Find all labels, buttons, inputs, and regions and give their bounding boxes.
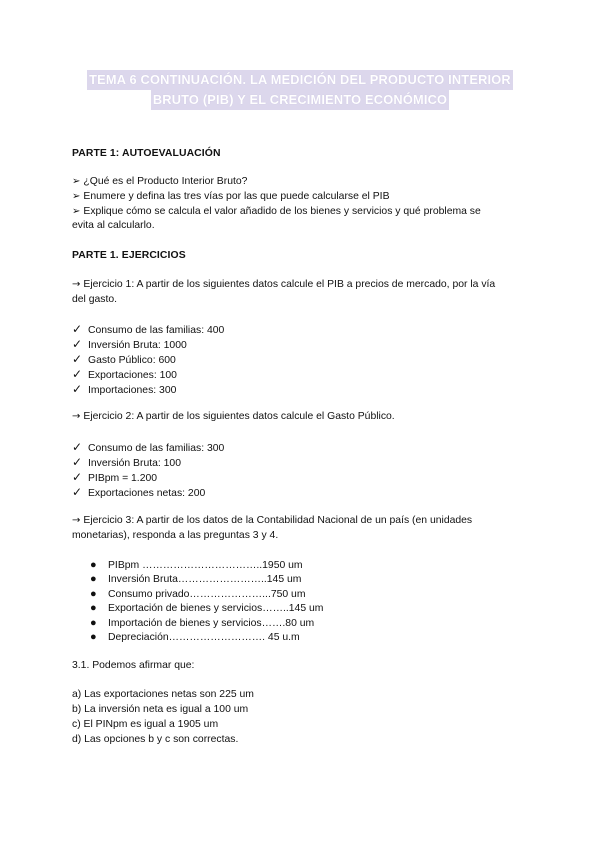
check-icon: ✓ xyxy=(72,367,83,381)
list-item xyxy=(72,382,176,398)
arrowhead-bullet-icon: ➢ xyxy=(72,176,81,187)
check-icon: ✓ xyxy=(72,337,83,351)
check-icon: ✓ xyxy=(72,352,83,366)
list-item xyxy=(72,175,247,189)
list-item xyxy=(72,455,181,471)
exercise-3-statement-continuation: monetarias), responda a las preguntas 3 y 4. xyxy=(72,530,279,541)
check-icon: ✓ xyxy=(72,470,83,484)
title-line-2: BRUTO (PIB) Y EL CRECIMIENTO ECONÓMICO xyxy=(151,90,449,110)
list-item xyxy=(90,616,314,631)
data-item: Gasto Público: 600 xyxy=(88,355,176,366)
bullet-dot-icon: ● xyxy=(90,559,97,571)
bullet-dot-icon: ● xyxy=(90,602,97,614)
bullet-dot-icon: ● xyxy=(90,617,97,629)
list-item xyxy=(90,587,306,602)
check-icon: ✓ xyxy=(72,382,83,396)
question-text-continuation: evita al calcularlo. xyxy=(72,220,155,231)
list-item xyxy=(72,205,481,219)
answer-option: b) La inversión neta es igual a 100 um xyxy=(72,704,249,715)
data-item: Consumo privado…………………...750 um xyxy=(108,589,306,600)
exercise-text: Ejercicio 2: A partir de los siguientes datos calcule el Gasto Público. xyxy=(83,411,395,422)
list-item xyxy=(90,558,303,573)
exercise-text: Ejercicio 1: A partir de los siguientes datos calcule el PIB a precios de mercado, por la vía xyxy=(83,279,496,290)
answer-option: d) Las opciones b y c son correctas. xyxy=(72,734,239,745)
section-heading-ejercicios: PARTE 1. EJERCICIOS xyxy=(72,250,186,261)
data-item: Depreciación………………………. 45 u.m xyxy=(108,632,300,643)
data-item: Consumo de las familias: 400 xyxy=(88,325,225,336)
data-item: Importación de bienes y servicios…….80 um xyxy=(108,618,315,629)
right-arrow-icon: → xyxy=(72,279,81,290)
data-item: Consumo de las familias: 300 xyxy=(88,443,225,454)
title-line-1: TEMA 6 CONTINUACIÓN. LA MEDICIÓN DEL PRODUCTO INTERIOR xyxy=(87,70,513,90)
section-heading-autoevaluacion: PARTE 1: AUTOEVALUACIÓN xyxy=(72,148,221,159)
arrowhead-bullet-icon: ➢ xyxy=(72,191,81,202)
exercise-text: Ejercicio 3: A partir de los datos de la Contabilidad Nacional de un país (en unidades xyxy=(83,515,473,526)
arrowhead-bullet-icon: ➢ xyxy=(72,206,81,217)
list-item xyxy=(72,485,205,501)
data-item: Exportaciones netas: 200 xyxy=(88,488,206,499)
right-arrow-icon: → xyxy=(72,411,81,422)
data-item: Inversión Bruta: 100 xyxy=(88,458,181,469)
check-icon: ✓ xyxy=(72,485,83,499)
answer-option: a) Las exportaciones netas son 225 um xyxy=(72,689,254,700)
data-item: PIBpm = 1.200 xyxy=(88,473,158,484)
exercise-1-statement-continuation: del gasto. xyxy=(72,294,118,305)
check-icon: ✓ xyxy=(72,455,83,469)
exercise-2-statement xyxy=(72,410,395,424)
question-text: ¿Qué es el Producto Interior Bruto? xyxy=(83,176,248,187)
list-item xyxy=(90,572,301,587)
list-item xyxy=(72,322,224,338)
data-item: Importaciones: 300 xyxy=(88,385,177,396)
exercise-3-statement xyxy=(72,514,472,528)
list-item xyxy=(72,470,157,486)
bullet-dot-icon: ● xyxy=(90,631,97,643)
bullet-dot-icon: ● xyxy=(90,573,97,585)
data-item: Inversión Bruta: 1000 xyxy=(88,340,187,351)
data-item: Exportaciones: 100 xyxy=(88,370,177,381)
data-item: Inversión Bruta……………………..145 um xyxy=(108,574,302,585)
data-item: Exportación de bienes y servicios……..145 um xyxy=(108,603,324,614)
question-3-1-heading: 3.1. Podemos afirmar que: xyxy=(72,660,195,671)
data-item: PIBpm ……………………………..1950 um xyxy=(108,560,303,571)
check-icon: ✓ xyxy=(72,322,83,336)
document-title xyxy=(40,70,560,110)
list-item xyxy=(72,367,177,383)
answer-option: c) El PINpm es igual a 1905 um xyxy=(72,719,219,730)
list-item xyxy=(72,440,224,456)
list-item xyxy=(90,601,323,616)
list-item xyxy=(90,630,300,645)
list-item xyxy=(72,337,187,353)
bullet-dot-icon: ● xyxy=(90,588,97,600)
right-arrow-icon: → xyxy=(72,515,81,526)
list-item xyxy=(72,352,176,368)
list-item xyxy=(72,190,390,204)
exercise-1-statement xyxy=(72,278,495,292)
question-text: Explique cómo se calcula el valor añadido de los bienes y servicios y qué problema se xyxy=(83,206,481,217)
check-icon: ✓ xyxy=(72,440,83,454)
question-text: Enumere y defina las tres vías por las que puede calcularse el PIB xyxy=(83,191,390,202)
